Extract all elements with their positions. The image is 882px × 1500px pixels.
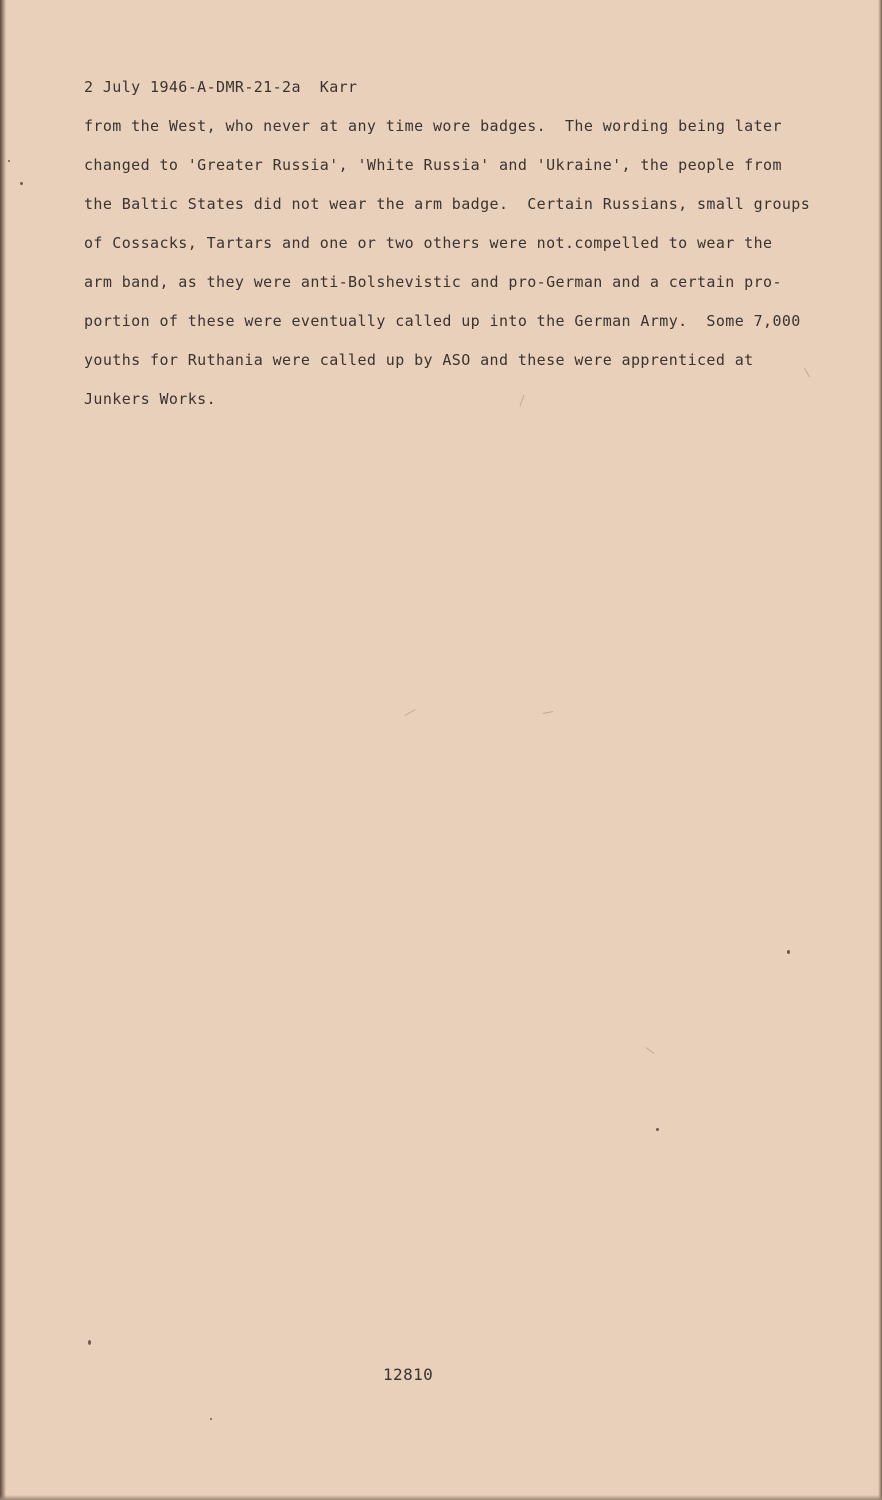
paper-speck [88,1340,91,1345]
body-line: the Baltic States did not wear the arm badge. Certain Russians, small groups [84,195,811,213]
body-line: portion of these were eventually called up into the German Army. Some 7,000 [84,312,801,330]
body-line: from the West, who never at any time wore badges. The wording being later [84,117,782,135]
paper-scratch [543,711,553,714]
body-line: changed to 'Greater Russia', 'White Russia' and 'Ukraine', the people from [84,156,782,174]
document-header: 2 July 1946-A-DMR-21-2a Karr [84,78,358,96]
body-line: of Cossacks, Tartars and one or two others were not.compelled to wear the [84,234,773,252]
body-line: Junkers Works. [84,390,217,408]
paper-scratch [646,1047,655,1054]
document-body [84,116,844,428]
paper-scratch [405,709,416,716]
page-bottom-edge [0,1495,882,1500]
page-left-edge [0,0,6,1500]
paper-speck [20,182,23,185]
paper-speck [210,1418,212,1420]
paper-speck [8,160,10,162]
body-line: youths for Ruthania were called up by ASO and these were apprenticed at [84,351,754,369]
body-line: arm band, as they were anti-Bolshevistic and pro-German and a certain pro- [84,273,782,291]
page-right-edge [878,0,882,1500]
page-number: 12810 [383,1365,434,1384]
paper-speck [787,950,790,954]
paper-speck [656,1128,659,1131]
